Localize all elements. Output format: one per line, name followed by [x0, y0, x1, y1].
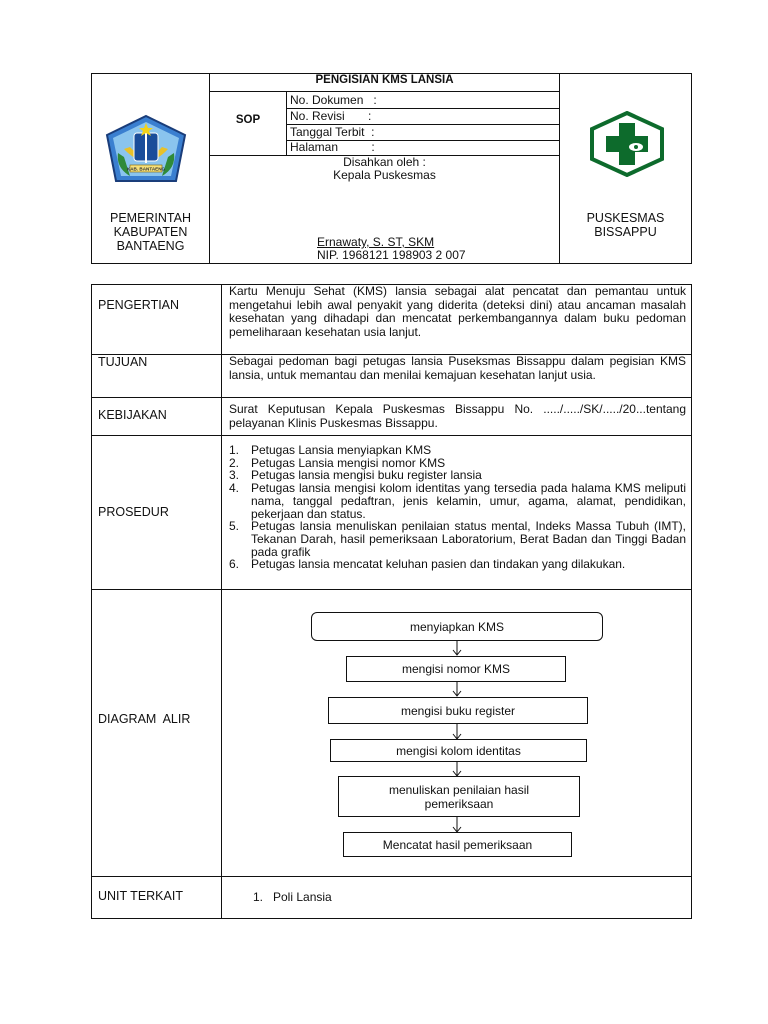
- signer-nip: NIP. 1968121 198903 2 007: [317, 248, 466, 262]
- doc-field-number: No. Dokumen :: [290, 93, 377, 107]
- puskesmas-logo-icon: [589, 111, 665, 177]
- flow-step-2: mengisi nomor KMS: [346, 656, 566, 682]
- row-label-pengertian: PENGERTIAN: [98, 298, 180, 312]
- row-label-prosedur: PROSEDUR: [98, 505, 169, 519]
- left-org-line1: PEMERINTAH: [109, 211, 192, 225]
- unit-item-number: 1.: [253, 890, 264, 904]
- tujuan-text: Sebagai pedoman bagi petugas lansia Puseksmas Bissappu dalam pegisian KMS lansia, untuk memantau dan menilai kemajuan kesehatan lanjut usia.: [229, 354, 686, 382]
- doc-field-date: Tanggal Terbit :: [290, 125, 375, 139]
- step-number: 6.: [229, 557, 240, 572]
- doc-field-page: Halaman :: [290, 140, 375, 154]
- approver-role: Kepala Puskesmas: [333, 168, 436, 182]
- step-text: Petugas lansia mengisi kolom identitas yang tersedia pada halama KMS meliputi nama, tanggal pedaftran, jenis kelamin, umur, agama, alamat, pendidikan, pekerjaan dan status.: [251, 481, 686, 521]
- right-org-line1: PUSKESMAS: [586, 211, 665, 225]
- step-text: Petugas lansia menuliskan penilaian status mental, Indeks Massa Tubuh (IMT), Tekanan Darah, hasil pemeriksaan Laboratorium, Berat Badan dan Tinggi Badan pada grafik: [251, 519, 686, 559]
- list-item: [229, 520, 686, 558]
- flow-step-5: menuliskan penilaian hasil pemeriksaan: [338, 776, 580, 817]
- step-text: Petugas Lansia mengisi nomor KMS: [251, 455, 446, 470]
- right-org-line2: BISSAPPU: [594, 225, 657, 239]
- row-label-kebijakan: KEBIJAKAN: [98, 408, 167, 422]
- step-number: 4.: [229, 481, 240, 496]
- list-item: [229, 482, 686, 520]
- flow-step-3: mengisi buku register: [328, 697, 588, 724]
- sop-label: SOP: [235, 114, 261, 126]
- doc-field-revision: No. Revisi :: [290, 109, 372, 123]
- flow-step-1: menyiapkan KMS: [311, 612, 603, 641]
- row-label-tujuan: TUJUAN: [98, 355, 148, 369]
- flow-step-4: mengisi kolom identitas: [330, 739, 587, 762]
- flow-step-6: Mencatat hasil pemeriksaan: [343, 832, 572, 857]
- list-item: [229, 558, 686, 571]
- kebijakan-text: Surat Keputusan Kepala Puskesmas Bissappu No. ...../...../SK/...../20...tentang pelayanan Klinis Puskesmas Bissappu.: [229, 402, 686, 430]
- step-number: 1.: [229, 443, 240, 457]
- prosedur-steps: [229, 444, 686, 571]
- step-number: 5.: [229, 519, 240, 534]
- left-org-line2: KABUPATEN: [113, 225, 188, 239]
- emblem-text: KAB. BANTAENG: [126, 166, 166, 172]
- step-text: Petugas lansia mencatat keluhan pasien dan tindakan yang dilakukan.: [251, 557, 626, 572]
- pengertian-text: Kartu Menuju Sehat (KMS) lansia sebagai alat pencatat dan pemantau untuk mengetahui lebih awal penyakit yang diderita (deteksi dini) atau ancaman masalah kesehatan yang dihadapi dan mencatat perkembangannya dalam buku pedoman pemeliharaan kesehatan usia lanjut.: [229, 284, 686, 339]
- page-title: PENGISIAN KMS LANSIA: [315, 74, 454, 86]
- row-label-unit: UNIT TERKAIT: [98, 889, 183, 903]
- regency-emblem-icon: [104, 113, 188, 185]
- step-number: 2.: [229, 455, 240, 470]
- step-number: 3.: [229, 468, 240, 483]
- row-label-diagram: DIAGRAM ALIR: [98, 712, 191, 726]
- signer-name: Ernawaty, S. ST, SKM: [317, 235, 435, 249]
- unit-item: Poli Lansia: [273, 890, 332, 904]
- left-org-line3: BANTAENG: [116, 239, 185, 253]
- step-text: Petugas lansia mengisi buku register lansia: [251, 468, 482, 483]
- approved-by: Disahkan oleh :: [343, 155, 426, 169]
- step-text: Petugas Lansia menyiapkan KMS: [251, 443, 432, 457]
